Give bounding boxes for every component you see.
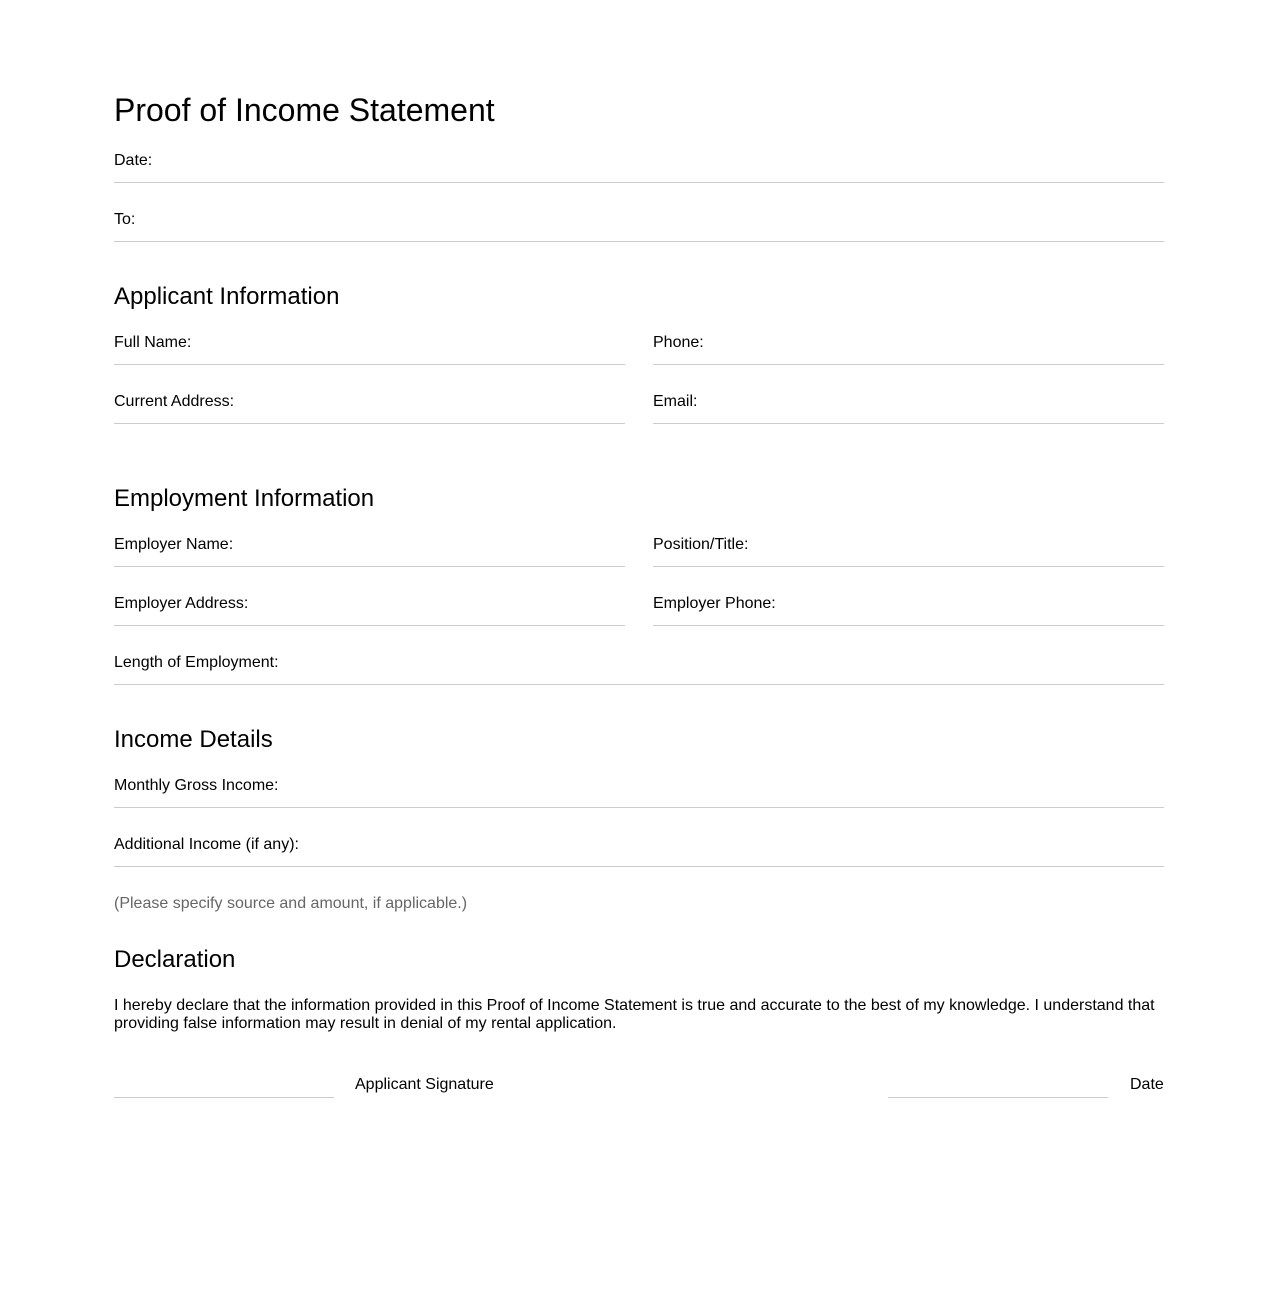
- date-field[interactable]: [114, 152, 1164, 183]
- additional-income-field[interactable]: [114, 836, 1164, 867]
- length-of-employment-field[interactable]: [114, 654, 1164, 685]
- employer-phone-field[interactable]: [653, 595, 1164, 626]
- full-name-field[interactable]: [114, 334, 625, 365]
- email-field[interactable]: [653, 393, 1164, 424]
- position-title-field[interactable]: [653, 536, 1164, 567]
- signature-line[interactable]: [114, 1097, 334, 1098]
- current-address-field[interactable]: [114, 393, 625, 424]
- employer-name-label: Employer Name:: [114, 536, 234, 553]
- page-title: Proof of Income Statement: [114, 92, 495, 128]
- length-of-employment-label: Length of Employment:: [114, 654, 279, 671]
- employer-address-field[interactable]: [114, 595, 625, 626]
- applicant-information-heading: Applicant Information: [114, 283, 340, 310]
- employer-address-label: Employer Address:: [114, 595, 249, 612]
- employer-phone-label: Employer Phone:: [653, 595, 776, 612]
- additional-income-label: Additional Income (if any):: [114, 836, 299, 853]
- monthly-gross-income-field[interactable]: [114, 777, 1164, 808]
- monthly-gross-income-label: Monthly Gross Income:: [114, 777, 279, 794]
- declaration-heading: Declaration: [114, 946, 236, 973]
- employment-information-heading: Employment Information: [114, 485, 375, 512]
- declaration-text: I hereby declare that the information provided in this Proof of Income Statement is true and accurate to the best of my knowledge. I understand that providing false information may result in denial of my rental application.: [114, 997, 1155, 1032]
- income-details-heading: Income Details: [114, 726, 273, 753]
- phone-field[interactable]: [653, 334, 1164, 365]
- full-name-label: Full Name:: [114, 334, 192, 351]
- position-title-label: Position/Title:: [653, 536, 749, 553]
- employer-name-field[interactable]: [114, 536, 625, 567]
- phone-label: Phone:: [653, 334, 704, 351]
- signature-date-line[interactable]: [888, 1097, 1108, 1098]
- applicant-signature-label: Applicant Signature: [355, 1076, 494, 1093]
- current-address-label: Current Address:: [114, 393, 235, 410]
- additional-income-note: (Please specify source and amount, if applicable.): [114, 895, 468, 912]
- date-label: Date:: [114, 152, 153, 169]
- to-label: To:: [114, 211, 136, 228]
- signature-date-label: Date: [1130, 1076, 1164, 1093]
- email-label: Email:: [653, 393, 698, 410]
- to-field[interactable]: [114, 211, 1164, 242]
